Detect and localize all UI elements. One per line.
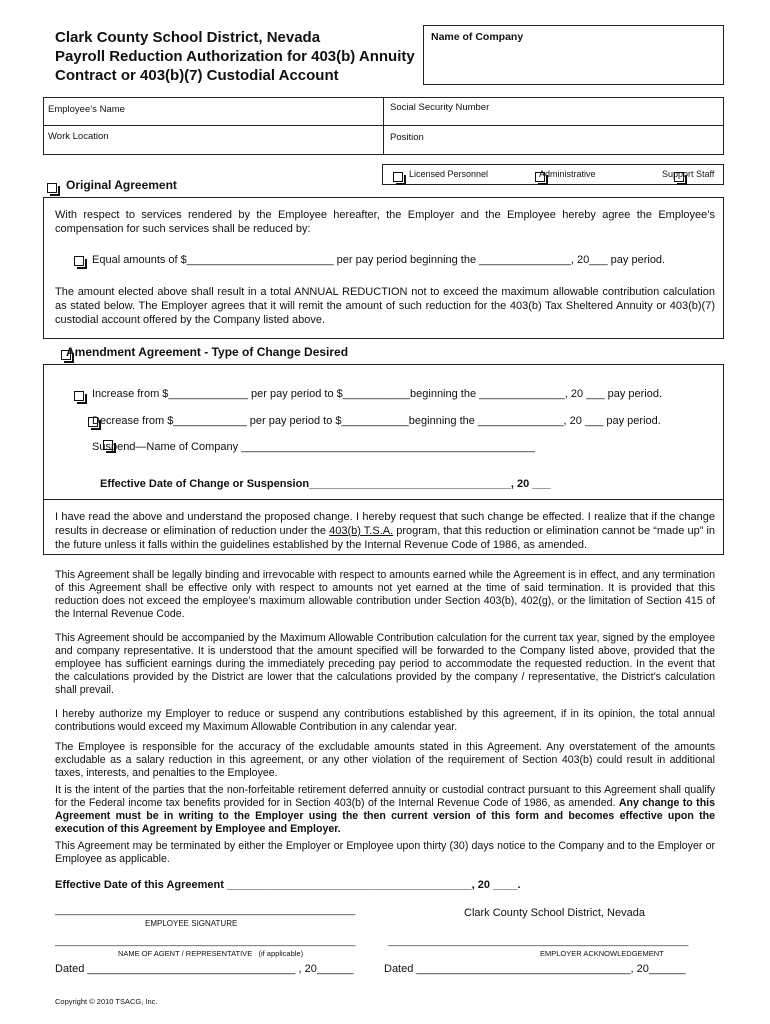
- agent-applicable-note: (if applicable): [258, 949, 304, 958]
- effective-change-line[interactable]: Effective Date of Change or Suspension_________________________________, 20 ___: [100, 478, 551, 490]
- employer-signature-line[interactable]: ____________________________________________________________: [388, 936, 689, 946]
- original-intro-text: With respect to services rendered by the Employee hereafter, the Employer and the Employee hereby agree the Employee’s compensation for such services shall be reduced by:: [55, 209, 715, 235]
- support-staff-label: Support Staff: [662, 169, 715, 179]
- administrative-label: Administrative: [539, 169, 596, 179]
- company-name-field[interactable]: [423, 25, 724, 85]
- position-field[interactable]: Position: [390, 132, 424, 143]
- suspend-line[interactable]: Suspend—Name of Company ________________________________________________: [92, 441, 535, 453]
- employee-signature-label: EMPLOYEE SIGNATURE: [145, 919, 238, 928]
- form-title: [55, 28, 415, 85]
- increase-checkbox[interactable]: [74, 391, 84, 401]
- equal-amounts-checkbox[interactable]: [74, 256, 84, 266]
- responsibility-paragraph: The Employee is responsible for the accuracy of the excludable amounts stated in this Agreement. Any overstatement of the amounts excludable as a salary reduction in this agreement, or any other violation of the requirement of Section 403(b) could result in additional taxes, interests, and penalties to the Employee.: [55, 741, 715, 779]
- employee-signature-line[interactable]: ______________________________________________________: [55, 905, 356, 916]
- acknowledgement-box: [43, 500, 724, 555]
- employee-name-field[interactable]: Employee’s Name: [48, 104, 125, 115]
- company-name-label: Name of Company: [431, 31, 524, 43]
- tsa-link: 403(b) T.S.A.: [329, 525, 394, 537]
- intent-paragraph: It is the intent of the parties that the non-forfeitable retirement deferred annuity or custodial contract pursuant to this Agreement shall qualify for the Federal income tax benefits provided for in Section 403(b) of the Internal Revenue Code of 1986, as amended. Any change to this Agreement must be in writing to the Employer using the then current version of this form and becomes effective upon the execution of this Agreement by Employee and Employer.: [55, 784, 716, 835]
- title-line-3: Contract or 403(b)(7) Custodial Account: [55, 67, 339, 84]
- amendment-heading: Amendment Agreement - Type of Change Desired: [66, 345, 349, 359]
- title-line-1: Clark County School District, Nevada: [55, 29, 321, 46]
- original-agreement-box: [43, 197, 724, 339]
- original-agreement-checkbox[interactable]: [47, 183, 57, 193]
- agent-label: NAME OF AGENT / REPRESENTATIVE (if applicable): [118, 949, 304, 958]
- employee-category-row: [382, 164, 724, 185]
- amendment-box: [43, 364, 724, 500]
- employee-info-grid: [43, 97, 724, 155]
- licensed-personnel-checkbox[interactable]: [393, 172, 403, 182]
- binding-paragraph: This Agreement shall be legally binding and irrevocable with respect to amounts earned while the Agreement is in effect, and any termination of this Agreement shall be effective only with respect to amounts not yet earned at the time of said termination. It is provided that this reduction does not exceed the employee’s maximum allowable contribution under Section 403(b), 402(g), or the limitation of Section 415 of the Internal Revenue Code.: [55, 569, 715, 620]
- dated-right-line[interactable]: Dated ___________________________________, 20______: [384, 963, 686, 975]
- employer-acknowledgement-label: EMPLOYER ACKNOWLEDGEMENT: [540, 949, 664, 958]
- licensed-personnel-label: Licensed Personnel: [409, 169, 489, 179]
- acknowledgement-text: I have read the above and understand the proposed change. I hereby request that such change be effected. I realize that if the change results in decrease or elimination of reduction under the 403(b) T.S.A. program, that this reduction or elimination cannot be “made up” in the future unless it falls within the guidelines established by the Internal Revenue Code of 1986, as amended.: [55, 511, 716, 551]
- title-line-2: Payroll Reduction Authorization for 403(b) Annuity: [55, 48, 415, 65]
- termination-paragraph: This Agreement may be terminated by either the Employer or Employee upon thirty (30) days notice to the Company and to the Employer or Employee as applicable.: [55, 840, 715, 865]
- work-location-field[interactable]: Work Location: [48, 131, 109, 142]
- decrease-line[interactable]: Decrease from $____________ per pay period to $___________beginning the ______________, 20 ___ pay period.: [92, 415, 661, 427]
- original-agreement-heading: Original Agreement: [66, 178, 177, 192]
- dated-left-line[interactable]: Dated __________________________________ , 20______: [55, 963, 354, 975]
- calculation-paragraph: This Agreement should be accompanied by the Maximum Allowable Contribution calculation for the current tax year, signed by the employee and company representative. It is understood that the amount specified will be forwarded to the Company listed above, provided that the employee has sufficient earnings during the immediately preceding pay period to accommodate the requested reduction. In the event that the calculations provided by the District are lower that the calculations provided by the company / representative, the District’s calculation shall prevail.: [55, 632, 715, 696]
- intent-bold-text: Any change to this Agreement must be in writing to the Employer using the then current version of this form and becomes effective upon the execution of this Agreement by Employee and Employer.: [55, 797, 716, 835]
- copyright-notice: Copyright © 2010 TSACG, Inc.: [55, 997, 158, 1006]
- equal-amounts-line[interactable]: Equal amounts of $________________________ per pay period beginning the _______________, 20___ pay period.: [92, 254, 666, 266]
- increase-line[interactable]: Increase from $_____________ per pay period to $___________beginning the ______________, 20 ___ pay period.: [92, 388, 663, 400]
- district-name: Clark County School District, Nevada: [464, 907, 645, 919]
- authorization-paragraph: I hereby authorize my Employer to reduce or suspend any contributions established by this agreement, if in its opinion, the total annual contributions would exceed my Maximum Allowable Contribution in any calendar year.: [55, 708, 715, 733]
- annual-reduction-text: The amount elected above shall result in a total ANNUAL REDUCTION not to exceed the maximum allowable contribution calculation as stated below. The Employer agrees that it will remit the amount of such reduction for the 403(b) Tax Sheltered Annuity or 403(b)(7) custodial account offered by the Company listed above.: [55, 286, 715, 326]
- ssn-field[interactable]: Social Security Number: [390, 102, 490, 113]
- effective-date-line[interactable]: Effective Date of this Agreement ________________________________________, 20 ____.: [55, 879, 521, 891]
- agent-signature-line[interactable]: ____________________________________________________________: [55, 936, 356, 946]
